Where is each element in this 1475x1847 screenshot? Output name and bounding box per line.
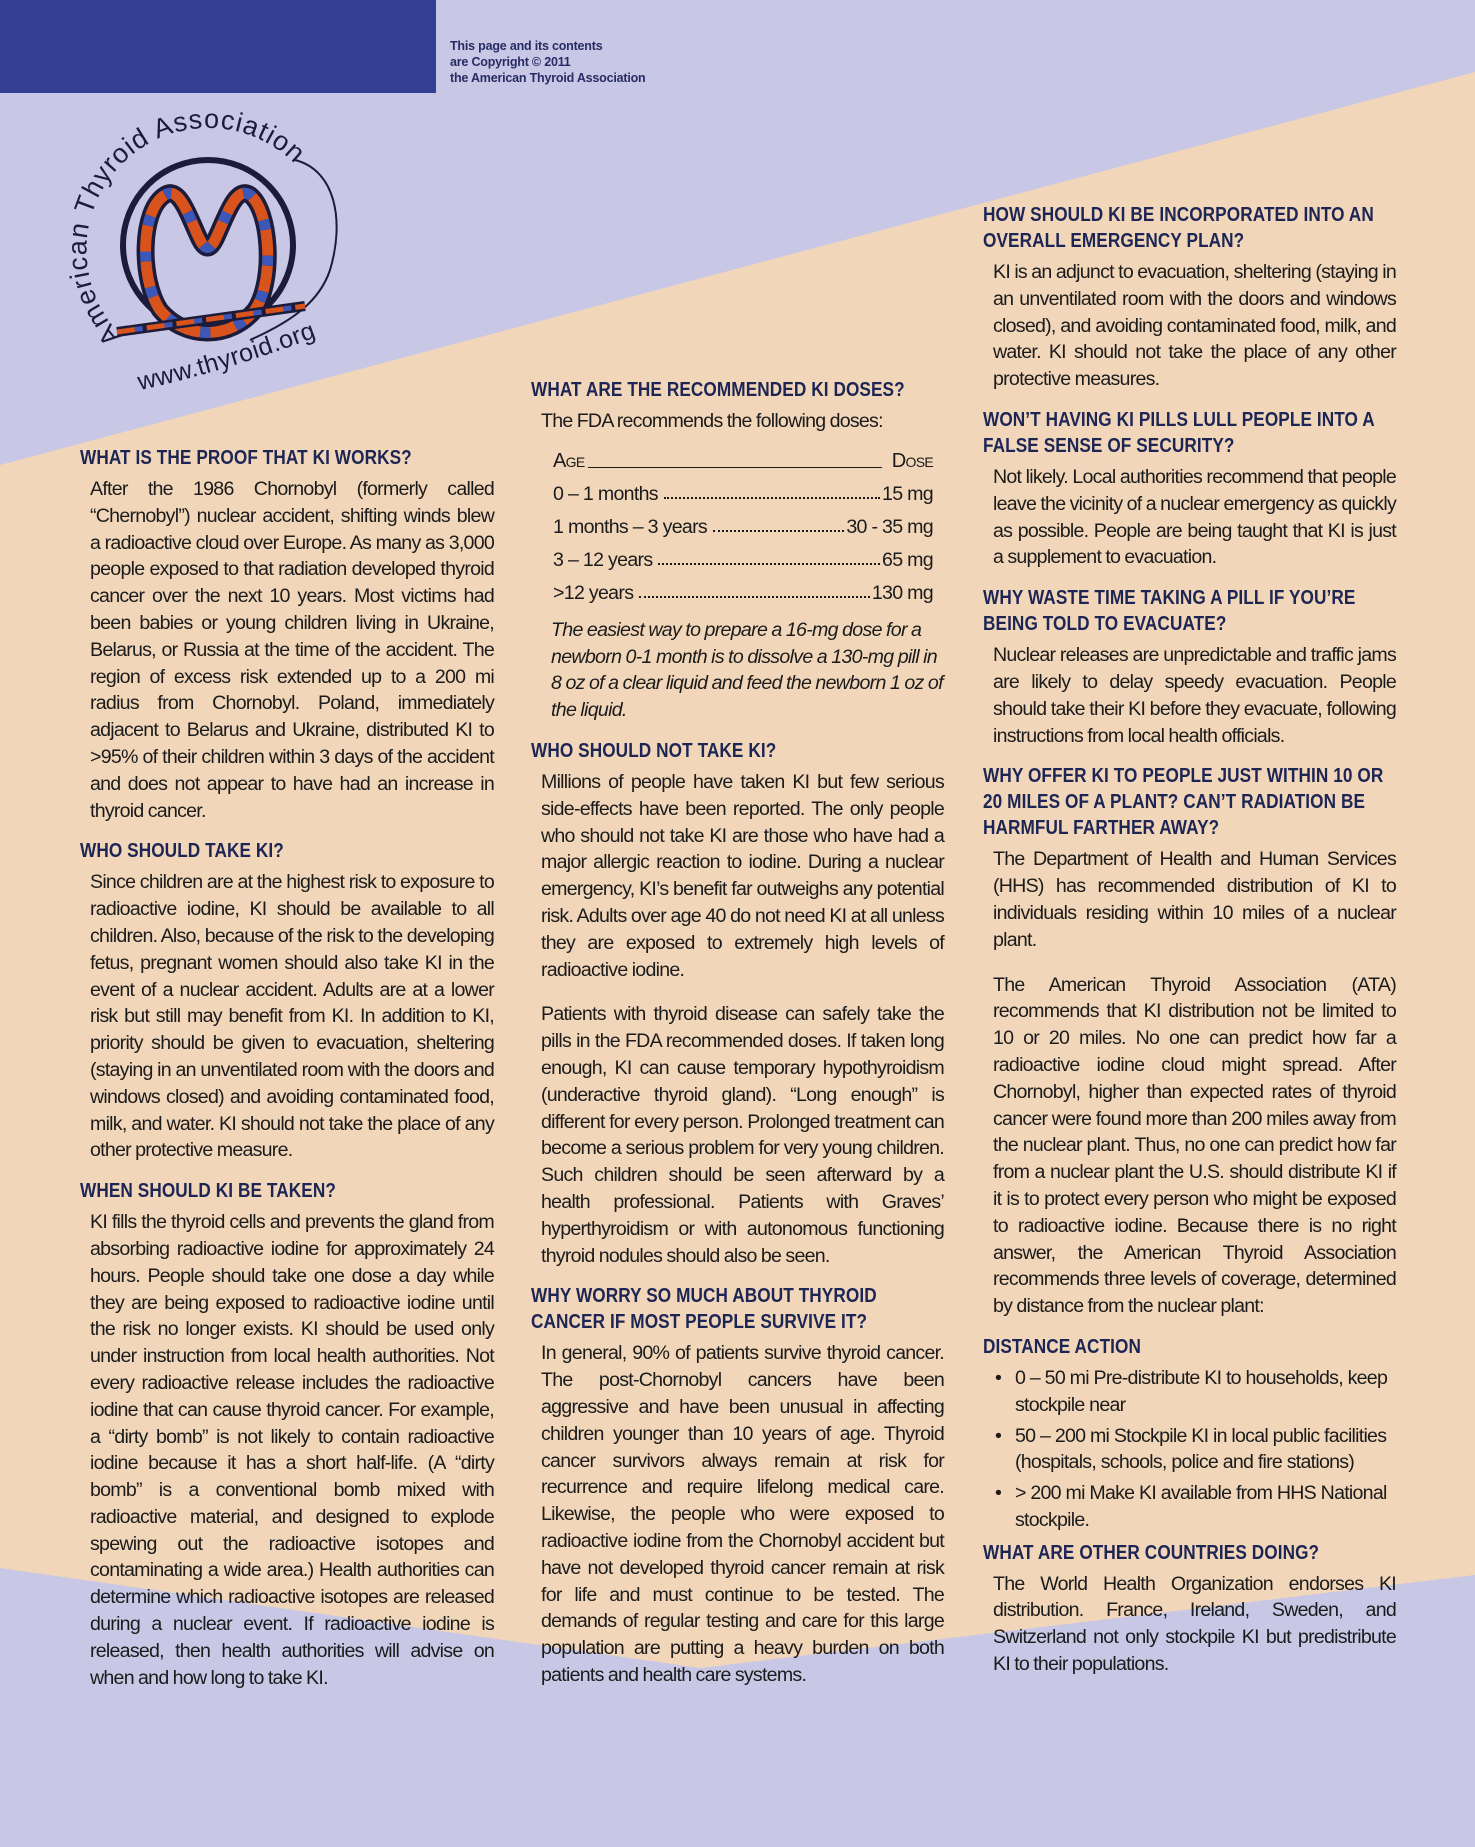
- thyroid-gland-logo-icon: [55, 100, 385, 410]
- logo-arc-text: American Thyroid Association: [62, 103, 312, 352]
- paragraph-who-should-not-take-2: Patients with thyroid disease can safely take the pills in the FDA recommended doses. If taken long enough, KI can cause temporary hypothyroidism (underactive thyroid gland). “Long enough” is different for every person. Prolonged treatment can become a serious problem for very young children. Such children should be seen afterward by a health professional. Patients with Graves’ hyperthyroidism or with autonomous functioning thyroid nodules should also be seen.: [541, 1003, 944, 1267]
- heading-distance-action: DISTANCE ACTION: [983, 1335, 1141, 1358]
- paragraph-newborn-dose: The easiest way to prepare a 16-mg dose for a newborn 0-1 month is to dissolve a 130-mg pill in 8 oz of a clear liquid and feed the newborn 1 oz of the liquid.: [551, 618, 943, 722]
- dose-row: [553, 506, 933, 539]
- paragraph-waste-time: Nuclear releases are unpredictable and traffic jams are likely to delay speedy evacuation. People should take their KI before they evacuate, following instructions from local health officials.: [993, 644, 1396, 747]
- logo-url-text: www.thyroid.org: [134, 316, 320, 396]
- heading-radius: WHY OFFER KI TO PEOPLE JUST WITHIN 10 OR 20 MILES OF A PLANT? CAN’T RADIATION BE HARMFUL FARTHER AWAY?: [983, 765, 1384, 840]
- dose-age: 0 – 1 months: [553, 482, 658, 505]
- paragraph-why-worry: In general, 90% of patients survive thyroid cancer. The post-Chornobyl cancers have been aggressive and have been unusual in affecting children younger than 10 years of age. Thyroid cancer survivors always remain at risk for recurrence and require lifelong medical care. Likewise, the people who were exposed to radioactive iodine from the Chornobyl accident but have not developed thyroid cancer remain at risk for life and must continue to be tested. The demands of regular testing and care for this large population are putting a heavy burden on both patients and health care systems.: [541, 1342, 944, 1686]
- paragraph-other-countries: The World Health Organization endorses KI distribution. France, Ireland, Sweden, and Switzerland not only stockpile KI but predistribute KI to their populations.: [993, 1572, 1396, 1676]
- dose-age: 1 months – 3 years: [553, 515, 708, 538]
- heading-proof: WHAT IS THE PROOF THAT KI WORKS?: [80, 447, 412, 469]
- column-left: [80, 445, 494, 1705]
- distance-action-list: [993, 1365, 1396, 1534]
- copyright-line: the American Thyroid Association: [450, 71, 646, 85]
- heading-who-should-take: WHO SHOULD TAKE KI?: [80, 840, 284, 863]
- heading-emergency-plan: HOW SHOULD KI BE INCORPORATED INTO AN OVERALL EMERGENCY PLAN?: [983, 204, 1374, 252]
- heading-waste-time: WHY WASTE TIME TAKING A PILL IF YOU’RE BEING TOLD TO EVACUATE?: [983, 587, 1356, 636]
- list-item: • > 200 mi Make KI available from HHS National stockpile.: [993, 1480, 1396, 1534]
- paragraph-who-should-not-take-1: Millions of people have taken KI but few serious side-effects have been reported. The only people who should not take KI are those who have had a major allergic reaction to iodine. During a nuclear emergency, KI’s benefit far outweighs any potential risk. Adults over age 40 do not need KI at all unless they are exposed to extremely high levels of radioactive iodine.: [541, 770, 944, 981]
- paragraph-when-taken: KI fills the thyroid cells and prevents the gland from absorbing radioactive iodine for approximately 24 hours. People should take one dose a day while they are being exposed to radioactive iodine until the risk no longer exists. KI should be used only under instruction from local health authorities. Not every radioactive release includes the radioactive iodine that can cause thyroid cancer. For example, a “dirty bomb” is not likely to contain radioactive iodine because it has a short half-life. (A “dirty bomb” is a conventional bomb mixed with radioactive material, and designed to explode spewing out the radioactive isotopes and contaminating a wide area.) Health authorities can determine which radioactive isotopes are released during a nuclear event. If radioactive iodine is released, then health authorities will advise on when and how long to take KI.: [90, 1211, 494, 1689]
- column-middle: [531, 377, 944, 1703]
- paragraph-radius-1: The Department of Health and Human Services (HHS) has recommended distribution of KI to individuals residing within 10 miles of a nuclear plant.: [993, 848, 1396, 951]
- dose-table-header: [553, 441, 933, 473]
- dose-row: [553, 539, 933, 572]
- paragraph-false-security: Not likely. Local authorities recommend that people leave the vicinity of a nuclear emergency as quickly as possible. People are being taught that KI is just a supplement to evacuation.: [993, 465, 1396, 569]
- dose-value: 65 mg: [882, 548, 933, 571]
- copyright-line: are Copyright © 2011: [450, 55, 571, 69]
- paragraph-radius-2: The American Thyroid Association (ATA) recommends that KI distribution not be limited to 10 or 20 miles. No one can predict how far a radioactive iodine cloud might spread. After Chornobyl, higher than expected rates of thyroid cancer were found more than 200 miles away from the nuclear plant. Thus, no one can predict how far from a nuclear plant the U.S. should distribute KI if it is to protect every person who might be exposed to radioactive iodine. Because there is no right answer, the American Thyroid Association recommends three levels of coverage, determined by distance from the nuclear plant:: [993, 973, 1396, 1318]
- copyright-notice: [450, 38, 646, 86]
- paragraph-doses-intro: The FDA recommends the following doses:: [541, 410, 883, 432]
- dose-row: [553, 572, 933, 605]
- paragraph-who-should-take: Since children are at the highest risk to exposure to radioactive iodine, KI should be available to all children. Also, because of the risk to the developing fetus, pregnant women should also take KI in the event of a nuclear accident. Adults are at a lower risk but still may benefit from KI. In addition to KI, priority should be given to evacuation, sheltering (staying in an unventilated room with the doors and windows closed) and avoiding contaminated food, milk, and water. KI should not take the place of any other protective measure.: [90, 871, 494, 1162]
- paragraph-proof: After the 1986 Chornobyl (formerly called “Chernobyl”) nuclear accident, shifting winds blew a radioactive cloud over Europe. As many as 3,000 people exposed to that radiation developed thyroid cancer over the next 10 years. Most victims had been babies or young children living in Ukraine, Belarus, or Russia at the time of the accident. The region of excess risk extended up to a 200 mi radius from Chornobyl. Poland, immediately adjacent to Belarus and Ukraine, distributed KI to >95% of their children within 3 days of the accident and does not appear to have had an increase in thyroid cancer.: [90, 478, 494, 822]
- dose-value: 130 mg: [871, 581, 933, 604]
- dose-age: >12 years: [553, 581, 634, 604]
- column-right: [983, 202, 1396, 1692]
- dose-header-dose: Dose: [891, 449, 933, 472]
- dose-row: [553, 473, 933, 506]
- heading-false-security: WON’T HAVING KI PILLS LULL PEOPLE INTO A FALSE SENSE OF SECURITY?: [983, 408, 1375, 457]
- top-color-bar: [0, 0, 436, 93]
- copyright-line: This page and its contents: [450, 39, 603, 53]
- dose-table: [553, 441, 933, 605]
- heading-when-taken: WHEN SHOULD KI BE TAKEN?: [80, 1180, 336, 1203]
- heading-doses: WHAT ARE THE RECOMMENDED KI DOSES?: [531, 379, 905, 401]
- dose-value: 30 - 35 mg: [846, 515, 933, 538]
- heading-other-countries: WHAT ARE OTHER COUNTRIES DOING?: [983, 1541, 1320, 1564]
- dose-value: 15 mg: [882, 482, 933, 505]
- heading-who-should-not-take: WHO SHOULD NOT TAKE KI?: [531, 739, 777, 762]
- paragraph-emergency-plan: KI is an adjunct to evacuation, sheltering (staying in an unventilated room with the doors and windows closed), and avoiding contaminated food, milk, and water. KI should not take the place of any other protective measures.: [993, 261, 1396, 391]
- dose-age: 3 – 12 years: [553, 548, 653, 571]
- list-item: • 0 – 50 mi Pre-distribute KI to households, keep stockpile near: [993, 1365, 1396, 1419]
- heading-why-worry: WHY WORRY SO MUCH ABOUT THYROID CANCER IF MOST PEOPLE SURVIVE IT?: [531, 1285, 877, 1334]
- list-item: • 50 – 200 mi Stockpile KI in local public facilities (hospitals, schools, police and fire stations): [993, 1423, 1396, 1477]
- dose-header-age: Age: [553, 449, 585, 472]
